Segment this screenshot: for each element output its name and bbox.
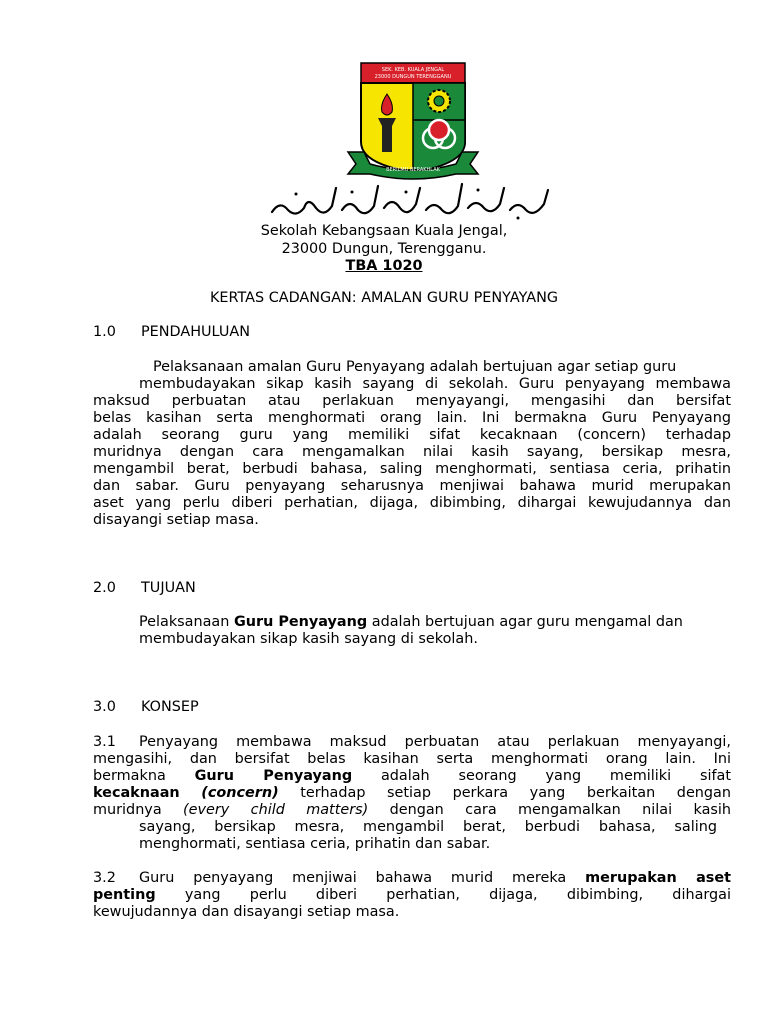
paragraph-line: muridnya dengan cara mengamalkan nilai kasih sayang, bersikap mesra,	[93, 444, 731, 460]
section-title: PENDAHULUAN	[141, 324, 251, 340]
paragraph-line: belas kasihan serta menghormati orang lain. Ini bermakna Guru Penyayang	[93, 410, 731, 426]
calligraphy-icon	[266, 178, 552, 222]
bold-term: penting	[93, 887, 156, 903]
crest-banner-line1: SEK. KEB. KUALA JENGAL	[381, 67, 445, 73]
paragraph-line: muridnya (every child matters) dengan cara mengamalkan nilai kasih	[93, 802, 732, 818]
school-crest	[342, 60, 484, 188]
bold-term: kecaknaan	[93, 785, 180, 801]
paragraph-line: menghormati, sentiasa ceria, prihatin dan sabar.	[139, 836, 491, 852]
document-code: TBA 1020	[345, 258, 423, 274]
section-heading-konsep	[93, 699, 493, 716]
paragraph-line: bermakna Guru Penyayang adalah seorang yang memiliki sifat	[93, 768, 731, 784]
paragraph-line: disayangi setiap masa.	[93, 512, 259, 528]
crest-banner-line2: 23000 DUNGUN TERENGGANU	[374, 74, 452, 80]
jawi-school-name-logo	[266, 178, 552, 222]
paragraph-line: adalah seorang guru yang memiliki sifat kecaknaan (concern) terhadap	[93, 427, 731, 443]
bold-term: Guru Penyayang	[233, 614, 368, 630]
paragraph-line: dan sabar. Guru penyayang seharusnya menjiwai bahawa murid merupakan	[93, 478, 731, 494]
paragraph-line: Pelaksanaan amalan Guru Penyayang adalah bertujuan agar setiap guru	[153, 359, 677, 375]
section-number: 2.0	[93, 580, 116, 596]
paragraph-line: kecaknaan (concern) terhadap setiap perkara yang berkaitan dengan	[93, 785, 731, 801]
section-title: KONSEP	[141, 699, 199, 715]
school-name: Sekolah Kebangsaan Kuala Jengal,	[260, 223, 508, 239]
subsection-number: 3.1	[93, 734, 116, 750]
section-number: 3.0	[93, 699, 116, 715]
paragraph-line: membudayakan sikap kasih sayang di sekolah. Guru penyayang membawa	[139, 376, 731, 392]
paragraph-line: mengambil berat, berbudi bahasa, saling menghormati, sentiasa ceria, prihatin	[93, 461, 731, 477]
paragraph-line: Guru penyayang menjiwai bahawa murid mereka merupakan aset	[139, 870, 731, 886]
section-number: 1.0	[93, 324, 116, 340]
section-title: TUJUAN	[141, 580, 196, 596]
bold-italic-term: (concern)	[201, 785, 279, 801]
bold-term: Guru Penyayang	[194, 768, 353, 784]
subsection-number: 3.2	[93, 870, 116, 886]
paragraph-line: maksud perbuatan atau perlakuan menyayangi, mengasihi dan bersifat	[93, 393, 731, 409]
school-address: 23000 Dungun, Terengganu.	[281, 241, 487, 257]
crest-ribbon-text: BERILMU BERAKHLAK	[386, 167, 440, 173]
section-heading-tujuan	[93, 580, 493, 597]
paragraph-line: Pelaksanaan Guru Penyayang adalah bertujuan agar guru mengamal dan	[139, 614, 683, 630]
italic-term: (every child matters)	[183, 802, 369, 818]
document-title: KERTAS CADANGAN: AMALAN GURU PENYAYANG	[209, 290, 558, 306]
section-heading-pendahuluan	[93, 324, 493, 341]
bold-term: merupakan aset	[585, 870, 731, 886]
paragraph-line: mengasihi, dan bersifat belas kasihan serta menghormati orang lain. Ini	[93, 751, 731, 767]
crest-shield-icon	[342, 60, 484, 188]
paragraph-line: sayang, bersikap mesra, mengambil berat, berbudi bahasa, saling	[139, 819, 717, 835]
paragraph-line: penting yang perlu diberi perhatian, dijaga, dibimbing, dihargai	[93, 887, 731, 903]
paragraph-line: kewujudannya dan disayangi setiap masa.	[93, 904, 400, 920]
paragraph-line: membudayakan sikap kasih sayang di sekolah.	[139, 631, 478, 647]
paragraph-line: aset yang perlu diberi perhatian, dijaga, dibimbing, dihargai kewujudannya dan	[93, 495, 731, 511]
paragraph-line: Penyayang membawa maksud perbuatan atau perlakuan menyayangi,	[139, 734, 731, 750]
